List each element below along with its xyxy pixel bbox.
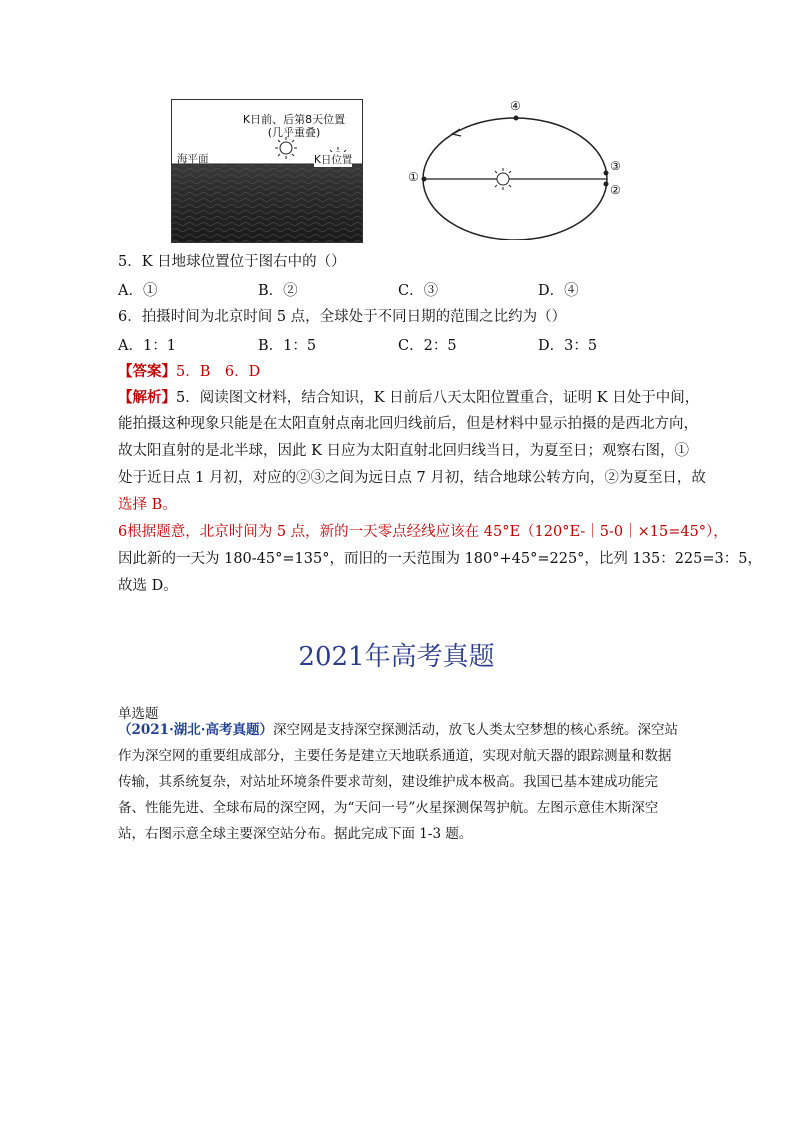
question-body: 深空网是支持深空探测活动，放飞人类太空梦想的核心系统。深空站作为深空网的重要组成部分，主要任务是建立天地联系通道，实现对航天器的跟踪测量和数据传输，其系统复杂，对站址环境条件要求苛刻，建设维护成本极高。我国已基本建成功能完备、性能先进、全球布局的深空网，为“天问一号”火星探测保驾护航。左图示意佳木斯深空站，右图示意全球主要深空站分布。据此完成下面 1-3 题。 [118, 722, 678, 842]
q6-option-d: D．3：5 [538, 338, 598, 354]
analysis6-text-3: 故选 D。 [118, 578, 178, 594]
position-2-label: ② [610, 183, 621, 197]
k-day-label: K日位置 [314, 154, 353, 166]
position-3-label: ③ [610, 159, 621, 173]
position-4-dot [514, 116, 519, 121]
caption-before-after: K日前、后第8天位置 [242, 113, 346, 126]
q5-option-c: C．③ [398, 283, 439, 299]
question-type-label: 单选题 [118, 706, 159, 722]
sunrise-photo-figure [171, 99, 363, 243]
position-1-dot [422, 177, 427, 182]
analysis-text-4: 处于近日点 1 月初，对应的②③之间为远日点 7 月初，结合地球公转方向，②为夏至日，故 [118, 470, 706, 486]
sea-level-label: 海平面 [177, 153, 209, 165]
analysis-text-5: 选择 B。 [118, 497, 177, 513]
analysis-line-1 [118, 388, 699, 408]
question-source: （2021·湖北·高考真题） [118, 722, 273, 738]
position-1-label: ① [408, 170, 419, 184]
question-5: 5．K 日地球位置位于图右中的（） [118, 254, 346, 270]
analysis-text-2: 能拍摄这种现象只能是在太阳直射点南北回归线前后，但是材料中显示拍摄的是西北方向， [118, 416, 698, 432]
q6-option-a: A．1：1 [118, 338, 176, 354]
q5-option-d: D．④ [538, 283, 579, 299]
q5-option-b: B．② [258, 283, 298, 299]
answer-text: 5．B 6．D [176, 364, 261, 380]
analysis6-text-2: 因此新的一天为 180-45°=135°，而旧的一天范围为 180°+45°=225°，比列 135：225=3：5， [118, 551, 762, 567]
q6-option-b: B．1：5 [258, 338, 317, 354]
orbit-diagram [408, 98, 640, 240]
answer-tag: 【答案】 [118, 363, 176, 380]
position-4-label: ④ [510, 99, 521, 113]
caption-overlap: (几乎重叠) [267, 126, 321, 139]
position-2-dot [604, 182, 609, 187]
analysis6-text-1: 6根据题意，北京时间为 5 点，新的一天零点经线应该在 45°E（120°E-｜5-0｜×15=45°）， [118, 524, 728, 540]
q5-option-a: A．① [118, 283, 158, 299]
analysis-text-3: 故太阳直射的是北半球，因此 K 日应为太阳直射北回归线当日，为夏至日；观察右图，① [118, 443, 690, 459]
analysis-tag: 【解析】 [118, 389, 176, 406]
question-6: 6．拍摄时间为北京时间 5 点，全球处于不同日期的范围之比约为（） [118, 309, 567, 325]
position-3-dot [604, 171, 609, 176]
analysis-text-1: 5．阅读图文材料，结合知识，K 日前后八天太阳位置重合，证明 K 日处于中间， [176, 390, 700, 406]
answer-line [118, 362, 260, 382]
question-passage [118, 717, 678, 847]
section-title: 2021年高考真题 [298, 642, 495, 672]
q6-option-c: C．2：5 [398, 338, 457, 354]
